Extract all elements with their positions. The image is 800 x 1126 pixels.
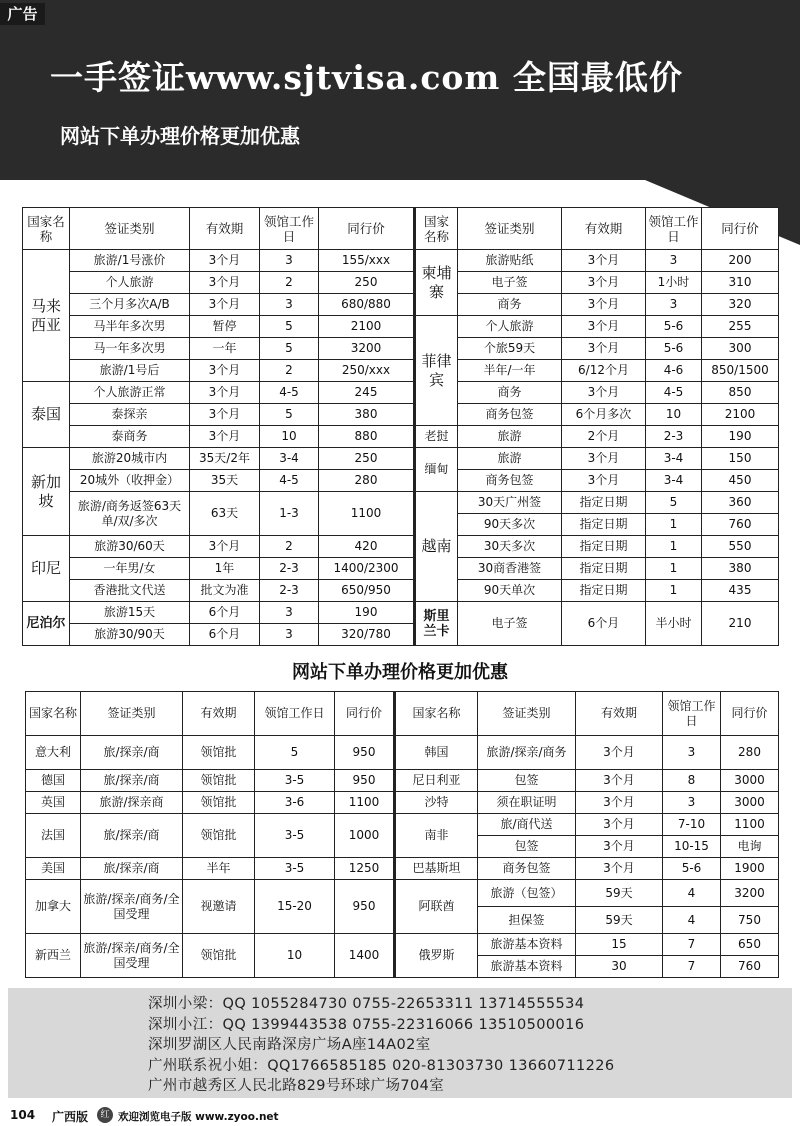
table-row <box>26 770 779 792</box>
table-cell: 3 <box>260 250 319 272</box>
table-cell: 850/1500 <box>702 360 779 382</box>
table-cell: 视邀请 <box>183 880 255 934</box>
table-cell: 指定日期 <box>562 580 646 602</box>
table-cell: 旅/商代送 <box>478 814 576 836</box>
table-cell: 2-3 <box>646 426 702 448</box>
country-cell: 印尼 <box>23 536 70 602</box>
table-cell: 6个月多次 <box>562 404 646 426</box>
table-cell: 3 <box>260 602 319 624</box>
table-cell: 电子签 <box>458 272 562 294</box>
table-cell: 250 <box>319 448 415 470</box>
table-cell: 3 <box>260 294 319 316</box>
table-cell: 3-5 <box>255 770 335 792</box>
table-cell: 一年男/女 <box>70 558 190 580</box>
table-cell: 旅游20城市内 <box>70 448 190 470</box>
table-cell: 旅游基本资料 <box>478 934 576 956</box>
table-cell: 1400/2300 <box>319 558 415 580</box>
table-cell: 380 <box>702 558 779 580</box>
table-row <box>23 294 779 316</box>
table-cell: 包签 <box>478 770 576 792</box>
table-cell: 3个月 <box>576 858 663 880</box>
column-header: 签证类别 <box>458 208 562 250</box>
table-cell: 550 <box>702 536 779 558</box>
table-cell: 半年 <box>183 858 255 880</box>
table-cell: 包签 <box>478 836 576 858</box>
table-row <box>26 792 779 814</box>
table-cell: 旅游/探亲商 <box>81 792 183 814</box>
table-cell: 420 <box>319 536 415 558</box>
table-cell: 950 <box>335 880 395 934</box>
table-cell: 320/780 <box>319 624 415 646</box>
table-cell: 10 <box>260 426 319 448</box>
table-cell: 10 <box>646 404 702 426</box>
table-cell: 6个月 <box>190 624 260 646</box>
table-cell: 个人旅游 <box>458 316 562 338</box>
table-cell: 半小时 <box>646 602 702 646</box>
table-cell: 商务 <box>458 294 562 316</box>
table-row <box>23 536 779 558</box>
table-cell: 须在职证明 <box>478 792 576 814</box>
column-header: 有效期 <box>183 692 255 736</box>
table-cell: 3个月 <box>576 770 663 792</box>
country-cell: 法国 <box>26 814 81 858</box>
table-cell: 150 <box>702 448 779 470</box>
table-cell: 950 <box>335 736 395 770</box>
column-header: 有效期 <box>190 208 260 250</box>
table-cell: 旅游/探亲/商务 <box>478 736 576 770</box>
table-cell: 155/xxx <box>319 250 415 272</box>
table-cell: 59天 <box>576 907 663 934</box>
table-cell: 商务包签 <box>478 858 576 880</box>
table-row <box>26 736 779 770</box>
table-cell: 190 <box>702 426 779 448</box>
table-cell: 63天 <box>190 492 260 536</box>
country-cell: 沙特 <box>395 792 478 814</box>
table-cell: 3 <box>663 792 721 814</box>
table-cell: 200 <box>702 250 779 272</box>
table-cell: 280 <box>319 470 415 492</box>
table-cell: 210 <box>702 602 779 646</box>
table-cell: 6个月 <box>190 602 260 624</box>
table-cell: 旅游30/60天 <box>70 536 190 558</box>
table-cell: 4-5 <box>260 382 319 404</box>
table-cell: 2100 <box>319 316 415 338</box>
table-cell: 商务 <box>458 382 562 404</box>
table-cell: 3个月 <box>562 338 646 360</box>
table-cell: 90天单次 <box>458 580 562 602</box>
country-cell: 巴基斯坦 <box>395 858 478 880</box>
country-cell: 意大利 <box>26 736 81 770</box>
contact-line: 深圳小梁：QQ 1055284730 0755-22653311 13714555534 <box>148 996 585 1012</box>
table-cell: 3个月 <box>562 470 646 492</box>
table-cell: 760 <box>702 514 779 536</box>
table-cell: 3个月 <box>190 382 260 404</box>
country-cell: 英国 <box>26 792 81 814</box>
column-header: 有效期 <box>562 208 646 250</box>
country-cell: 德国 <box>26 770 81 792</box>
table-cell: 指定日期 <box>562 492 646 514</box>
table-cell: 旅游30/90天 <box>70 624 190 646</box>
table-cell: 35天 <box>190 470 260 492</box>
table-cell: 3200 <box>319 338 415 360</box>
table-row <box>23 426 779 448</box>
table-cell: 310 <box>702 272 779 294</box>
column-header: 领馆工作日 <box>646 208 702 250</box>
asia-visa-price-table <box>22 207 779 690</box>
table-cell: 15-20 <box>255 880 335 934</box>
table-cell: 三个月多次A/B <box>70 294 190 316</box>
country-cell: 菲律宾 <box>415 316 458 426</box>
contact-box <box>8 988 792 1098</box>
table-cell: 马一年多次男 <box>70 338 190 360</box>
table-cell: 1-3 <box>260 492 319 536</box>
table-cell: 3个月 <box>190 536 260 558</box>
table-cell: 旅游/1号后 <box>70 360 190 382</box>
table-row <box>26 814 779 836</box>
table-cell: 一年 <box>190 338 260 360</box>
table-cell: 850 <box>702 382 779 404</box>
table-cell: 旅游基本资料 <box>478 956 576 978</box>
table-cell: 1000 <box>335 814 395 858</box>
table-cell: 190 <box>319 602 415 624</box>
table-cell: 担保签 <box>478 907 576 934</box>
table-cell: 旅游/探亲/商务/全国受理 <box>81 934 183 978</box>
table-cell: 2 <box>260 536 319 558</box>
table-cell: 5 <box>646 492 702 514</box>
table-cell: 245 <box>319 382 415 404</box>
table-cell: 30 <box>576 956 663 978</box>
table-cell: 1 <box>646 580 702 602</box>
table-cell: 3个月 <box>190 426 260 448</box>
table-row <box>26 880 779 907</box>
table-cell: 泰商务 <box>70 426 190 448</box>
country-cell: 缅甸 <box>415 448 458 492</box>
table-cell: 个人旅游正常 <box>70 382 190 404</box>
contact-line: 深圳小江：QQ 1399443538 0755-22316066 13510500016 <box>148 1016 585 1033</box>
contact-line: 深圳罗湖区人民南路深房广场A座14A02室 <box>148 1037 431 1053</box>
table-cell: 5 <box>260 338 319 360</box>
column-header: 国家名称 <box>415 208 458 250</box>
header-row <box>26 692 779 736</box>
column-header: 领馆工作日 <box>260 208 319 250</box>
table-row <box>23 360 779 382</box>
table-cell: 650/950 <box>319 580 415 602</box>
table-cell: 3-5 <box>255 814 335 858</box>
edition-label: 广西版 <box>52 1110 89 1124</box>
section-title: 网站下单办理价格更加优惠 <box>292 662 508 683</box>
table-cell: 7 <box>663 934 721 956</box>
table-cell: 5-6 <box>646 338 702 360</box>
table-cell: 6/12个月 <box>562 360 646 382</box>
table-cell: 4-6 <box>646 360 702 382</box>
country-cell: 柬埔寨 <box>415 250 458 316</box>
table-cell: 4 <box>663 880 721 907</box>
table-cell: 8 <box>663 770 721 792</box>
table-cell: 香港批文代送 <box>70 580 190 602</box>
country-cell: 俄罗斯 <box>395 934 478 978</box>
table-cell: 3个月 <box>190 272 260 294</box>
table-cell: 3个月 <box>190 404 260 426</box>
table-row <box>23 558 779 580</box>
table-cell: 3 <box>646 294 702 316</box>
table-cell: 3个月 <box>576 792 663 814</box>
table-cell: 3000 <box>721 770 779 792</box>
column-header: 签证类别 <box>81 692 183 736</box>
table-cell: 商务包签 <box>458 404 562 426</box>
table-row <box>23 250 779 272</box>
column-header: 国家名称 <box>26 692 81 736</box>
country-cell: 新加坡 <box>23 448 70 536</box>
country-cell: 新西兰 <box>26 934 81 978</box>
table-cell: 3个月 <box>576 836 663 858</box>
ad-tag: 广告 <box>0 3 45 25</box>
table-cell: 250/xxx <box>319 360 415 382</box>
page-number: 104 <box>10 1108 36 1122</box>
table-cell: 马半年多次男 <box>70 316 190 338</box>
table-row <box>26 858 779 880</box>
table-cell: 3个月 <box>576 736 663 770</box>
table-cell: 5-6 <box>663 858 721 880</box>
table-cell: 旅游 <box>458 448 562 470</box>
table-row <box>23 404 779 426</box>
table-cell: 360 <box>702 492 779 514</box>
table-cell: 10 <box>255 934 335 978</box>
table-cell: 1 <box>646 514 702 536</box>
table-cell: 650 <box>721 934 779 956</box>
table-cell: 商务包签 <box>458 470 562 492</box>
table-cell: 电询 <box>721 836 779 858</box>
table-cell: 旅/探亲/商 <box>81 814 183 858</box>
table-cell: 2-3 <box>260 558 319 580</box>
table-cell: 3个月 <box>562 316 646 338</box>
table-cell: 4-5 <box>646 382 702 404</box>
table-cell: 2 <box>260 272 319 294</box>
table-cell: 个旅59天 <box>458 338 562 360</box>
column-header: 领馆工作日 <box>255 692 335 736</box>
table-cell: 电子签 <box>458 602 562 646</box>
table-row <box>23 272 779 294</box>
table-cell: 旅游 <box>458 426 562 448</box>
table-cell: 1250 <box>335 858 395 880</box>
table-cell: 250 <box>319 272 415 294</box>
table-cell: 个人旅游 <box>70 272 190 294</box>
table-cell: 2-3 <box>260 580 319 602</box>
table-cell: 1100 <box>335 792 395 814</box>
table-row <box>23 338 779 360</box>
table-cell: 批文为准 <box>190 580 260 602</box>
table-cell: 320 <box>702 294 779 316</box>
column-header: 有效期 <box>576 692 663 736</box>
magazine-logo: 红 <box>97 1107 113 1123</box>
column-header: 同行价 <box>721 692 779 736</box>
table-cell: 旅/探亲/商 <box>81 858 183 880</box>
country-cell: 加拿大 <box>26 880 81 934</box>
contact-line: 广州联系祝小姐：QQ1766585185 020-81303730 13660711226 <box>148 1057 615 1074</box>
table-row <box>23 580 779 602</box>
table-cell: 领馆批 <box>183 934 255 978</box>
column-header: 领馆工作日 <box>663 692 721 736</box>
headline: 一手签证www.sjtvisa.com 全国最低价 <box>50 58 683 97</box>
country-cell: 尼泊尔 <box>23 602 70 646</box>
table-row <box>23 470 779 492</box>
table-cell: 3-6 <box>255 792 335 814</box>
country-cell: 斯里兰卡 <box>415 602 458 646</box>
table-cell: 3-5 <box>255 858 335 880</box>
table-cell: 旅/探亲/商 <box>81 736 183 770</box>
table-cell: 半年/一年 <box>458 360 562 382</box>
country-cell: 尼日利亚 <box>395 770 478 792</box>
table-cell: 1 <box>646 558 702 580</box>
table-cell: 1年 <box>190 558 260 580</box>
table-row <box>23 492 779 514</box>
table-cell: 10-15 <box>663 836 721 858</box>
table-cell: 7-10 <box>663 814 721 836</box>
table-cell: 旅游/商务返签63天单/双/多次 <box>70 492 190 536</box>
table-cell: 泰探亲 <box>70 404 190 426</box>
country-cell: 马来西亚 <box>23 250 70 382</box>
table-cell: 5 <box>260 316 319 338</box>
table-cell: 1900 <box>721 858 779 880</box>
table-cell: 450 <box>702 470 779 492</box>
table-cell: 领馆批 <box>183 814 255 858</box>
table-cell: 950 <box>335 770 395 792</box>
table-cell: 880 <box>319 426 415 448</box>
table-cell: 35天/2年 <box>190 448 260 470</box>
column-header: 同行价 <box>319 208 415 250</box>
table-cell: 3 <box>260 624 319 646</box>
table-cell: 领馆批 <box>183 792 255 814</box>
table-row <box>23 382 779 404</box>
column-header: 签证类别 <box>478 692 576 736</box>
header-row <box>23 208 779 250</box>
table-cell: 15 <box>576 934 663 956</box>
table-cell: 3个月 <box>190 360 260 382</box>
table-row <box>26 934 779 956</box>
table-cell: 1100 <box>721 814 779 836</box>
country-cell: 南非 <box>395 814 478 858</box>
table-cell: 680/880 <box>319 294 415 316</box>
table-cell: 4-5 <box>260 470 319 492</box>
column-header: 同行价 <box>702 208 779 250</box>
table-cell: 90天多次 <box>458 514 562 536</box>
table-cell: 3个月 <box>576 814 663 836</box>
table-cell: 435 <box>702 580 779 602</box>
country-cell: 老挝 <box>415 426 458 448</box>
table-cell: 2100 <box>702 404 779 426</box>
table-cell: 旅游（包签） <box>478 880 576 907</box>
country-cell: 越南 <box>415 492 458 602</box>
column-header: 同行价 <box>335 692 395 736</box>
table-cell: 3个月 <box>190 294 260 316</box>
table-cell: 3-4 <box>646 470 702 492</box>
country-cell: 泰国 <box>23 382 70 448</box>
table-cell: 30天多次 <box>458 536 562 558</box>
country-cell: 阿联酋 <box>395 880 478 934</box>
table-cell: 指定日期 <box>562 558 646 580</box>
table-cell: 旅游贴纸 <box>458 250 562 272</box>
table-cell: 3-4 <box>260 448 319 470</box>
column-header: 签证类别 <box>70 208 190 250</box>
table-row <box>23 448 779 470</box>
table-cell: 5-6 <box>646 316 702 338</box>
table-cell: 3个月 <box>562 448 646 470</box>
table-cell: 旅游15天 <box>70 602 190 624</box>
table-cell: 领馆批 <box>183 736 255 770</box>
contact-line: 广州市越秀区人民北路829号环球广场704室 <box>148 1078 445 1094</box>
table-cell: 7 <box>663 956 721 978</box>
table-cell: 3000 <box>721 792 779 814</box>
table-cell: 6个月 <box>562 602 646 646</box>
table-cell: 3个月 <box>562 272 646 294</box>
page-footer <box>0 1106 800 1126</box>
table-cell: 旅/探亲/商 <box>81 770 183 792</box>
table-cell: 1400 <box>335 934 395 978</box>
table-cell: 3200 <box>721 880 779 907</box>
table-cell: 5 <box>260 404 319 426</box>
table-cell: 指定日期 <box>562 536 646 558</box>
table-cell: 1小时 <box>646 272 702 294</box>
country-cell: 韩国 <box>395 736 478 770</box>
table-cell: 30商香港签 <box>458 558 562 580</box>
table-cell: 300 <box>702 338 779 360</box>
table-cell: 2个月 <box>562 426 646 448</box>
table-cell: 旅游/探亲/商务/全国受理 <box>81 880 183 934</box>
subheadline: 网站下单办理价格更加优惠 <box>60 124 300 148</box>
table-cell: 59天 <box>576 880 663 907</box>
table-cell: 255 <box>702 316 779 338</box>
table-cell: 2 <box>260 360 319 382</box>
table-cell: 暂停 <box>190 316 260 338</box>
table-cell: 3个月 <box>562 382 646 404</box>
table-row <box>23 602 779 624</box>
table-cell: 1100 <box>319 492 415 536</box>
table-cell: 760 <box>721 956 779 978</box>
country-cell: 美国 <box>26 858 81 880</box>
table-cell: 4 <box>663 907 721 934</box>
table-cell: 20城外（收押金） <box>70 470 190 492</box>
table-cell: 指定日期 <box>562 514 646 536</box>
table-cell: 旅游/1号涨价 <box>70 250 190 272</box>
column-header: 国家名称 <box>395 692 478 736</box>
table-cell: 1 <box>646 536 702 558</box>
table-cell: 领馆批 <box>183 770 255 792</box>
world-visa-price-table <box>25 691 779 978</box>
table-cell: 3 <box>646 250 702 272</box>
table-cell: 5 <box>255 736 335 770</box>
column-header: 国家名称 <box>23 208 70 250</box>
table-cell: 30天广州签 <box>458 492 562 514</box>
table-cell: 3个月 <box>190 250 260 272</box>
table-cell: 380 <box>319 404 415 426</box>
table-cell: 3 <box>663 736 721 770</box>
table-cell: 3个月 <box>562 250 646 272</box>
table-cell: 3-4 <box>646 448 702 470</box>
table-cell: 3个月 <box>562 294 646 316</box>
website-link[interactable]: 欢迎浏览电子版 www.zyoo.net <box>118 1111 279 1123</box>
table-cell: 280 <box>721 736 779 770</box>
table-cell: 750 <box>721 907 779 934</box>
table-row <box>23 316 779 338</box>
